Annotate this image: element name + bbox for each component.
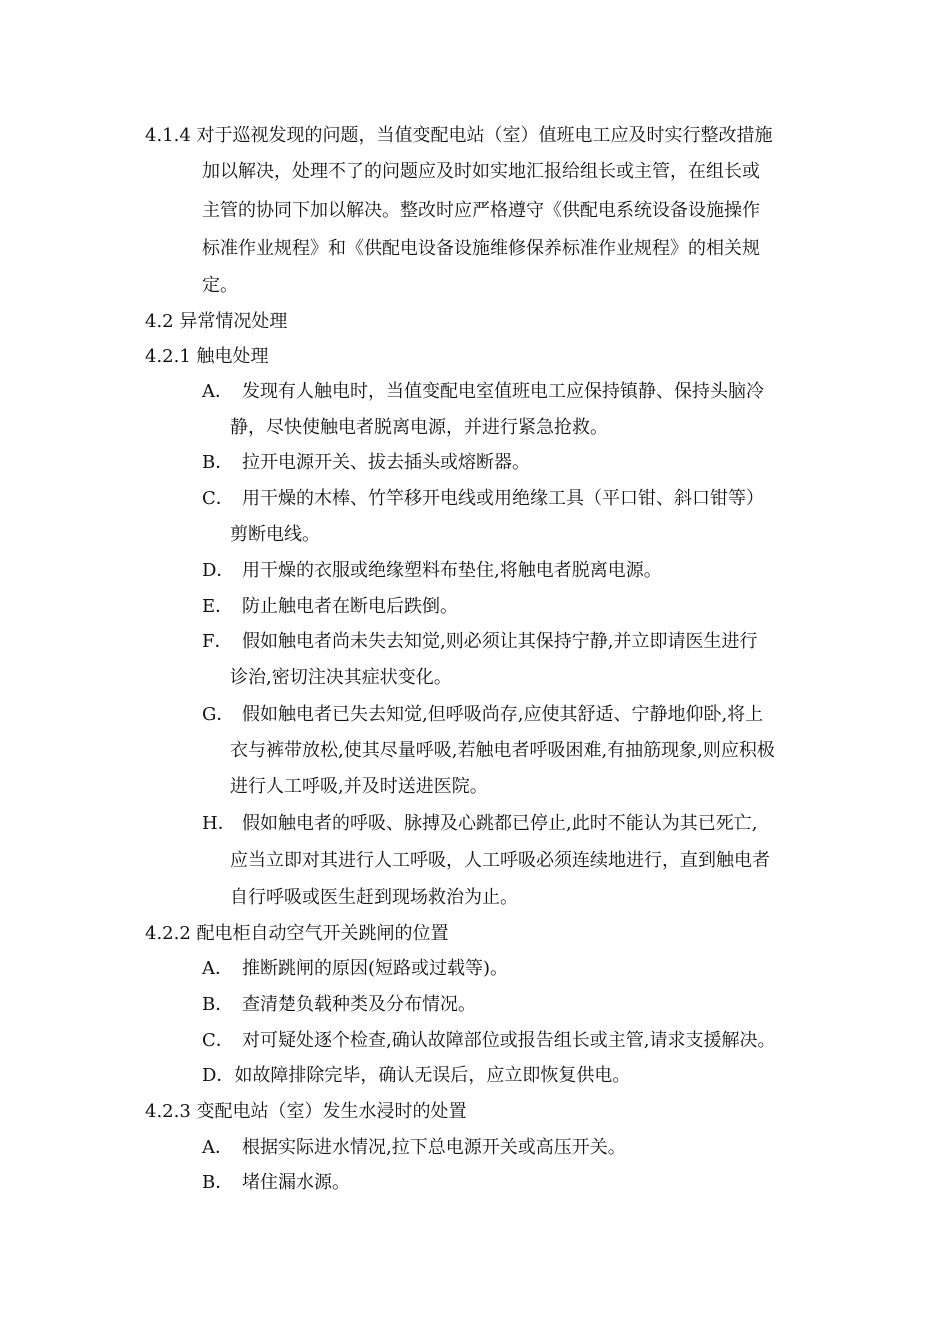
list-letter: D． bbox=[202, 560, 235, 581]
list-item-text: 防止触电者在断电后跌倒。 bbox=[242, 596, 458, 617]
list-letter: A． bbox=[202, 958, 233, 979]
section-heading-4-2-3: 4.2.3 变配电站（室）发生水浸时的处置 bbox=[145, 1101, 467, 1122]
list-item-text: 根据实际进水情况,拉下总电源开关或高压开关。 bbox=[242, 1137, 626, 1158]
list-item-e bbox=[202, 589, 458, 625]
list-letter: B． bbox=[202, 994, 234, 1015]
list-item-b bbox=[202, 445, 530, 481]
list-letter: A． bbox=[202, 381, 233, 402]
list-item-g-line-2: 衣与裤带放松,使其尽量呼吸,若触电者呼吸困难,有抽筋现象,则应积极 bbox=[230, 740, 775, 761]
list-item-text: 拉开电源开关、拔去插头或熔断器。 bbox=[242, 452, 530, 473]
list-item-text: 假如触电者的呼吸、脉搏及心跳都已停止,此时不能认为其已死亡, bbox=[242, 813, 758, 834]
list-item-g-line-1 bbox=[202, 697, 763, 733]
section-heading-4-2: 4.2 异常情况处理 bbox=[145, 311, 288, 332]
list-letter: B． bbox=[202, 452, 234, 473]
list-item-a-line-2: 静，尽快使触电者脱离电源，并进行紧急抢救。 bbox=[230, 417, 608, 438]
paragraph-4-1-4-line-5: 定。 bbox=[202, 275, 238, 296]
list-item-h-line-2: 应当立即对其进行人工呼吸，人工呼吸必须连续地进行，直到触电者 bbox=[230, 850, 770, 871]
list-item-text: 推断跳闸的原因(短路或过载等)。 bbox=[242, 958, 509, 979]
list-item-a bbox=[202, 1130, 626, 1166]
list-item-text: 用干燥的衣服或绝缘塑料布垫住,将触电者脱离电源。 bbox=[242, 560, 662, 581]
list-item-d bbox=[202, 1058, 630, 1094]
list-item-text: 用干燥的木棒、竹竿移开电线或用绝缘工具（平口钳、斜口钳等） bbox=[242, 488, 764, 509]
list-item-text: 发现有人触电时，当值变配电室值班电工应保持镇静、保持头脑冷 bbox=[242, 381, 764, 402]
list-item-text: 假如触电者尚未失去知觉,则必须让其保持宁静,并立即请医生进行 bbox=[242, 631, 758, 652]
paragraph-4-1-4-line-2: 加以解决，处理不了的问题应及时如实地汇报给组长或主管，在组长或 bbox=[202, 161, 760, 182]
list-item-f-line-2: 诊治,密切注决其症状变化。 bbox=[230, 667, 452, 688]
list-item-b bbox=[202, 1165, 350, 1201]
list-item-d bbox=[202, 553, 662, 589]
list-item-g-line-3: 进行人工呼吸,并及时送进医院。 bbox=[230, 776, 488, 797]
section-heading-4-2-1: 4.2.1 触电处理 bbox=[145, 346, 269, 367]
list-item-h-line-1 bbox=[202, 806, 757, 842]
list-item-text: 如故障排除完毕，确认无误后，应立即恢复供电。 bbox=[234, 1065, 631, 1086]
list-letter: B． bbox=[202, 1172, 234, 1193]
list-letter: F． bbox=[202, 631, 233, 652]
list-item-text: 查清楚负载种类及分布情况。 bbox=[242, 994, 476, 1015]
list-letter: H． bbox=[202, 813, 236, 834]
list-item-text: 堵住漏水源。 bbox=[242, 1172, 350, 1193]
list-item-text: 假如触电者已失去知觉,但呼吸尚存,应使其舒适、宁静地仰卧,将上 bbox=[242, 704, 764, 725]
list-item-a bbox=[202, 951, 508, 987]
list-item-text: 对可疑处逐个检查,确认故障部位或报告组长或主管,请求支援解决。 bbox=[242, 1030, 776, 1051]
list-letter: G． bbox=[202, 704, 235, 725]
paragraph-4-1-4-line-4: 标准作业规程》和《供配电设备设施维修保养标准作业规程》的相关规 bbox=[202, 238, 760, 259]
section-heading-4-2-2: 4.2.2 配电柜自动空气开关跳闸的位置 bbox=[145, 923, 449, 944]
list-item-f-line-1 bbox=[202, 624, 757, 660]
paragraph-4-1-4-line-3: 主管的协同下加以解决。整改时应严格遵守《供配电系统设备设施操作 bbox=[202, 200, 760, 221]
list-letter: D． bbox=[202, 1065, 235, 1086]
list-letter: C． bbox=[202, 1030, 234, 1051]
list-item-b bbox=[202, 987, 476, 1023]
list-item-c-line-2: 剪断电线。 bbox=[230, 524, 320, 545]
list-item-c-line-1 bbox=[202, 481, 764, 517]
list-letter: E． bbox=[202, 596, 234, 617]
paragraph-4-1-4-line-1: 4.1.4 对于巡视发现的问题，当值变配电站（室）值班电工应及时实行整改措施 bbox=[145, 125, 773, 146]
list-item-c bbox=[202, 1023, 775, 1059]
list-item-h-line-3: 自行呼吸或医生赶到现场救治为止。 bbox=[230, 887, 518, 908]
list-item-a-line-1 bbox=[202, 374, 764, 410]
list-letter: A． bbox=[202, 1137, 233, 1158]
list-letter: C． bbox=[202, 488, 234, 509]
